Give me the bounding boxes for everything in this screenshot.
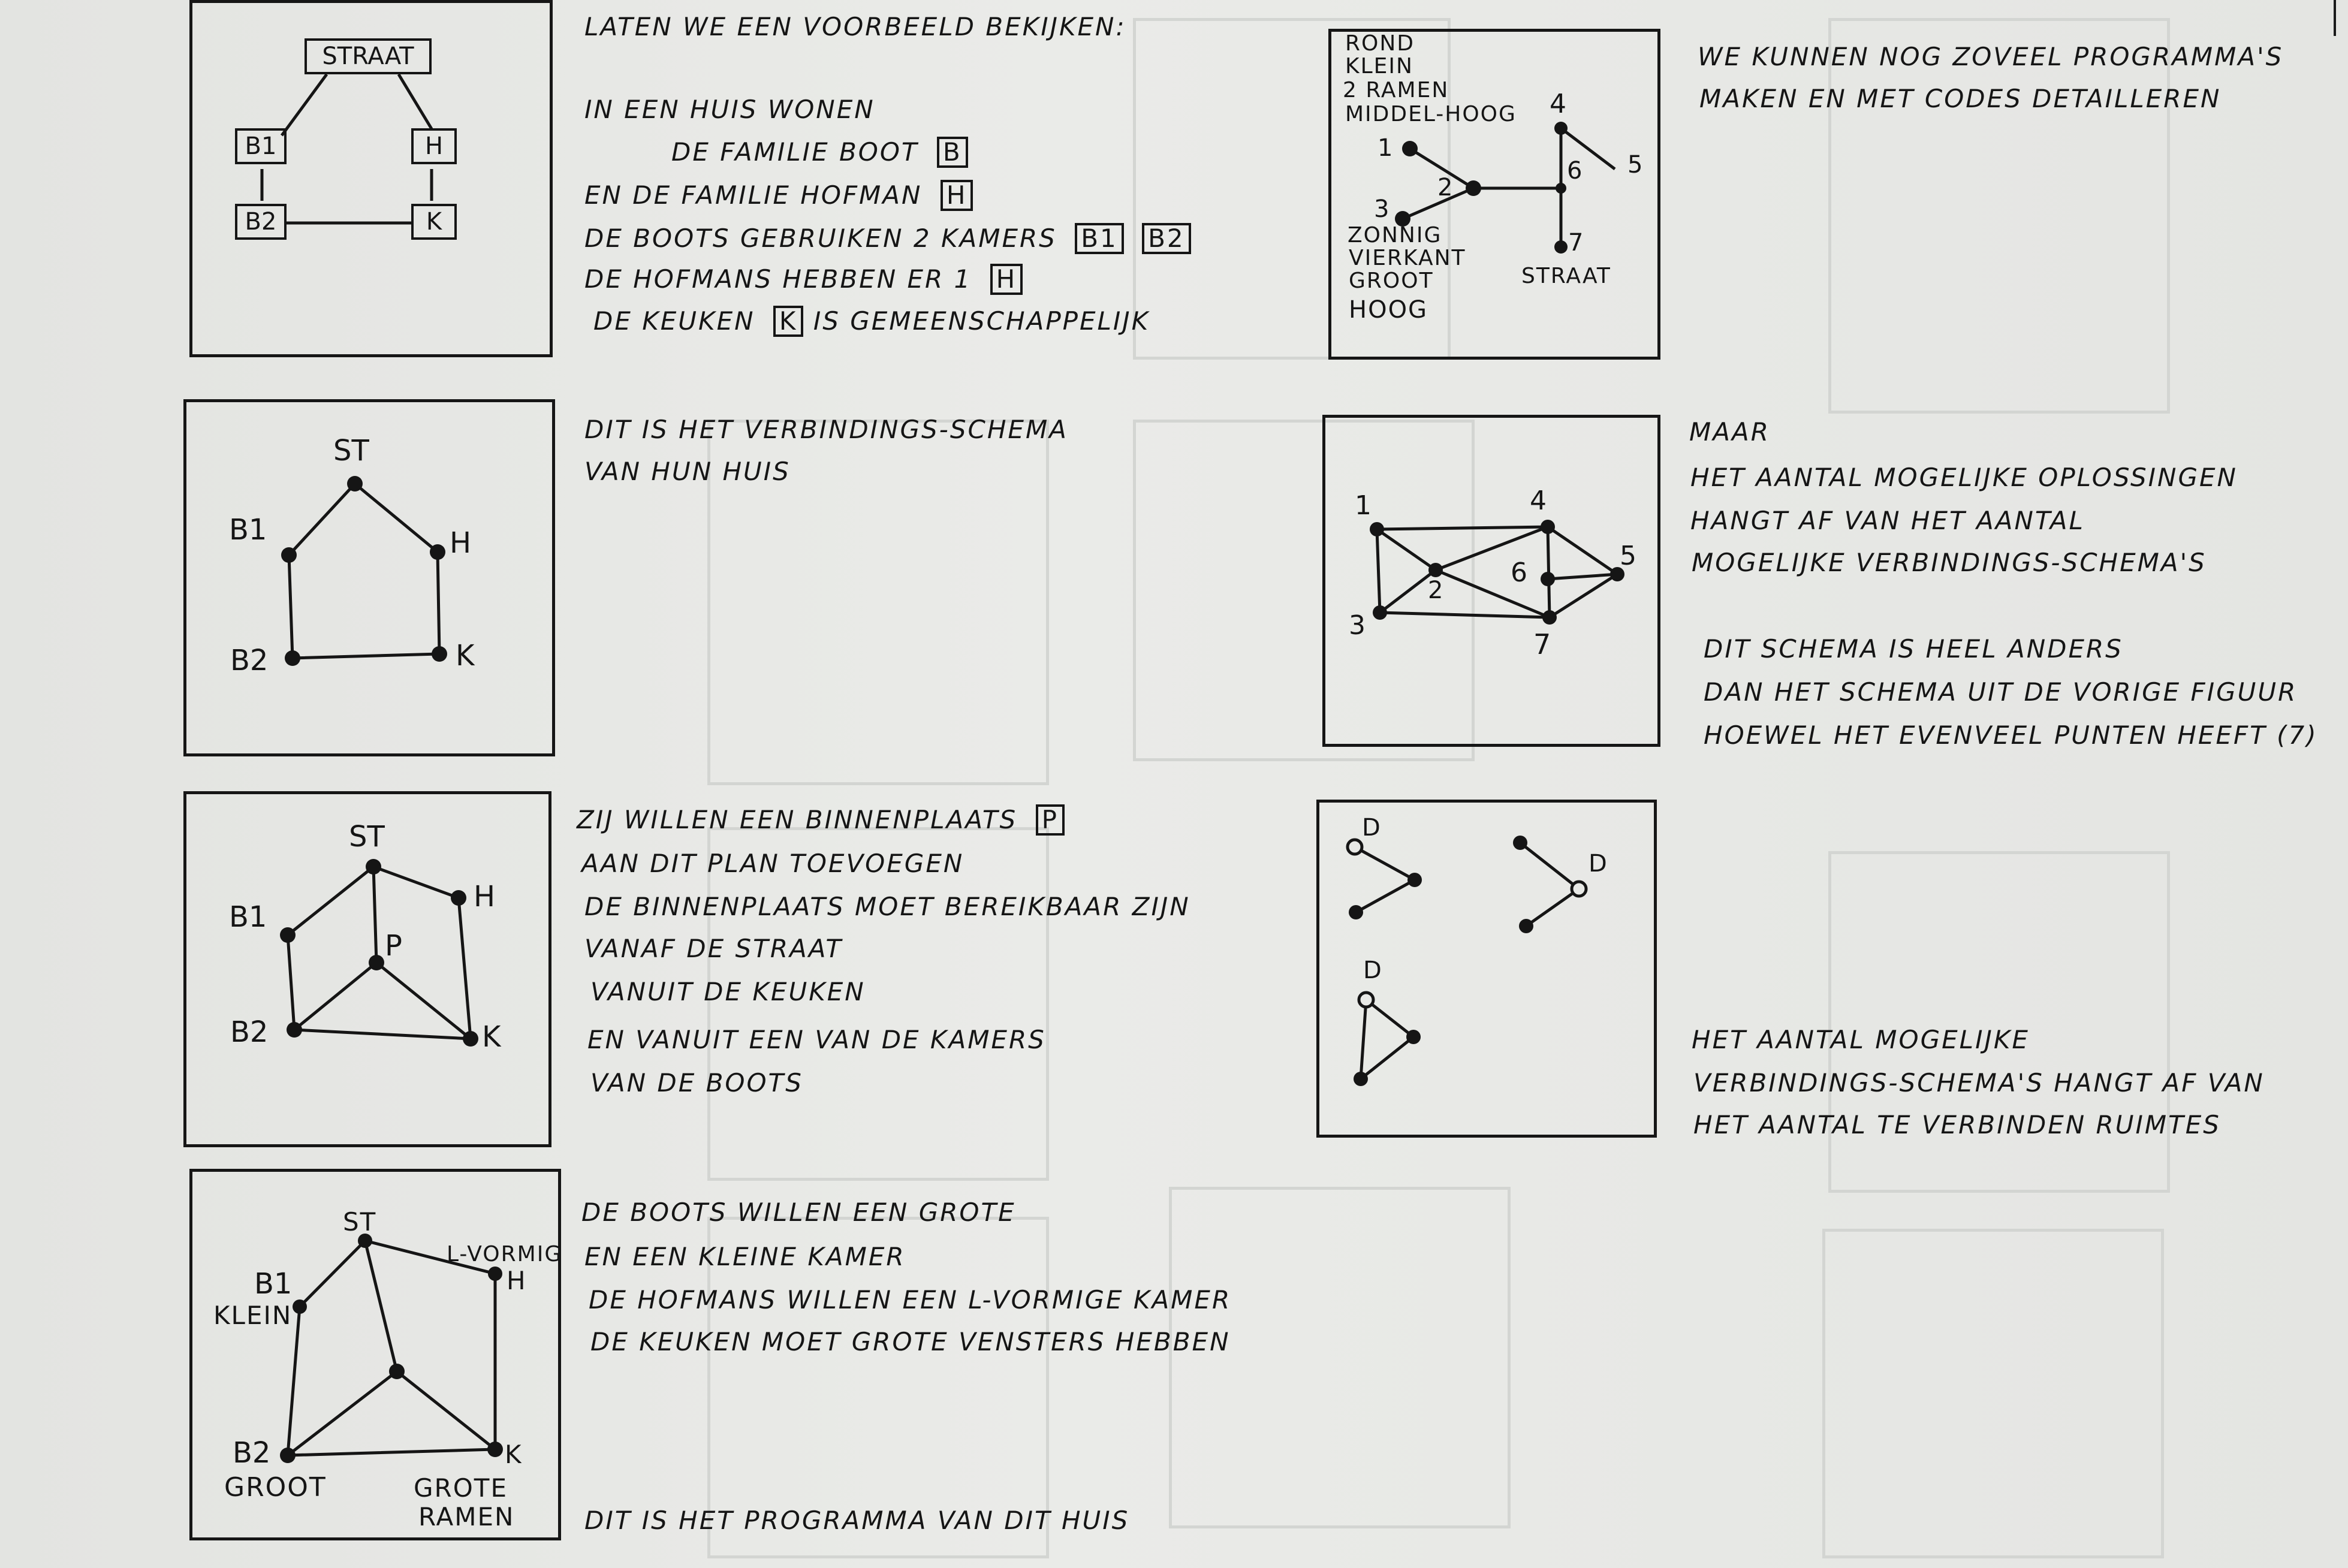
p5-attr-bottom-1: ZONNIG xyxy=(1348,223,1442,248)
panel6-line-a1: MAAR xyxy=(1689,417,1770,447)
p5-attr-top-1: ROND xyxy=(1345,31,1415,56)
p5-straat: STRAAT xyxy=(1521,264,1611,288)
code-b1: B1 xyxy=(1075,223,1124,254)
h-box: H xyxy=(411,128,457,164)
p4-label-b1: B1 xyxy=(254,1267,293,1301)
p5-num-2: 2 xyxy=(1437,174,1454,201)
p4-label-lvormig: L-VORMIG xyxy=(447,1242,563,1267)
p2-label-st: ST xyxy=(333,434,369,468)
panel3-line-6: EN VANUIT EEN VAN DE KAMERS xyxy=(587,1025,1046,1054)
p4-label-st: ST xyxy=(343,1207,377,1237)
p3-label-b2: B2 xyxy=(230,1015,269,1049)
p3-label-b1: B1 xyxy=(229,900,267,934)
p5-attr-bottom-4: HOOG xyxy=(1349,296,1428,324)
p6-num-6: 6 xyxy=(1511,557,1529,588)
panel7-line-2: VERBINDINGS-SCHEMA'S HANGT AF VAN xyxy=(1693,1068,2265,1097)
panel3-line-7: VAN DE BOOTS xyxy=(590,1068,803,1097)
panel4-line-3: DE HOFMANS WILLEN EEN L-VORMIGE KAMER xyxy=(589,1285,1232,1314)
p6-num-4: 4 xyxy=(1530,486,1548,516)
p2-label-k: K xyxy=(456,639,475,673)
straat-box: STRAAT xyxy=(305,38,432,74)
panel4-line-1: DE BOOTS WILLEN EEN GROTE xyxy=(581,1198,1016,1227)
panel1-line-5-text: DE BOOTS GEBRUIKEN 2 KAMERS xyxy=(584,224,1057,253)
k-box: K xyxy=(411,204,457,240)
p4-label-grote: GROTE xyxy=(414,1473,508,1503)
panel2-line-2: VAN HUN HUIS xyxy=(584,457,791,486)
p2-label-b2: B2 xyxy=(230,644,269,677)
panel3-line-4: VANAF DE STRAAT xyxy=(584,934,843,963)
panel1-line-3-text: DE FAMILIE BOOT xyxy=(671,137,919,167)
panel1-line-6-text: DE HOFMANS HEBBEN ER 1 xyxy=(584,264,972,294)
panel5-line-2: MAKEN EN MET CODES DETAILLEREN xyxy=(1699,84,2222,113)
p7-d-1: D xyxy=(1362,814,1382,842)
p5-attr-top-4: MIDDEL-HOOG xyxy=(1345,102,1517,126)
panel1-line-7-pre: DE KEUKEN xyxy=(593,306,755,336)
panel1-line-4-text: EN DE FAMILIE HOFMAN xyxy=(584,180,923,210)
p5-attr-bottom-2: VIERKANT xyxy=(1349,246,1466,270)
p6-num-5: 5 xyxy=(1620,541,1638,571)
panel2-line-1: DIT IS HET VERBINDINGS-SCHEMA xyxy=(584,415,1068,444)
b1-box: B1 xyxy=(235,128,287,164)
p4-label-groot: GROOT xyxy=(224,1472,327,1503)
p4-label-b2: B2 xyxy=(233,1436,271,1470)
code-p: P xyxy=(1036,804,1065,836)
panel6-line-a4: MOGELIJKE VERBINDINGS-SCHEMA'S xyxy=(1692,548,2207,577)
code-b: B xyxy=(937,137,968,168)
panel6-line-b2: DAN HET SCHEMA UIT DE VORIGE FIGUUR xyxy=(1704,677,2298,707)
p6-num-2: 2 xyxy=(1428,577,1445,604)
code-k: K xyxy=(773,306,804,337)
panel1-line-2: IN EEN HUIS WONEN xyxy=(584,95,875,124)
p2-label-b1: B1 xyxy=(229,513,267,547)
code-h: H xyxy=(941,180,973,211)
p3-label-k: K xyxy=(482,1020,501,1054)
p3-label-p: P xyxy=(385,929,402,963)
panel5-line-1: WE KUNNEN NOG ZOVEEL PROGRAMMA'S xyxy=(1698,42,2284,71)
panel6-line-b3: HOEWEL HET EVENVEEL PUNTEN HEEFT (7) xyxy=(1704,720,2318,750)
panel3-line-3: DE BINNENPLAATS MOET BEREIKBAAR ZIJN xyxy=(584,892,1190,921)
p4-label-klein: KLEIN xyxy=(213,1301,293,1330)
p6-num-1: 1 xyxy=(1355,490,1373,521)
panel7-line-1: HET AANTAL MOGELIJKE xyxy=(1692,1025,2030,1054)
p2-label-h: H xyxy=(450,526,472,560)
p4-label-h: H xyxy=(507,1266,527,1295)
panel6-line-a3: HANGT AF VAN HET AANTAL xyxy=(1690,506,2085,535)
code-b2: B2 xyxy=(1142,223,1191,254)
p5-num-4: 4 xyxy=(1550,89,1568,119)
panel6-line-a2: HET AANTAL MOGELIJKE OPLOSSINGEN xyxy=(1690,463,2238,492)
p6-num-7: 7 xyxy=(1533,628,1553,661)
p5-attr-top-2: KLEIN xyxy=(1345,54,1413,79)
b2-box: B2 xyxy=(235,204,287,240)
panel4-line-4: DE KEUKEN MOET GROTE VENSTERS HEBBEN xyxy=(590,1327,1231,1356)
panel7-line-3: HET AANTAL TE VERBINDEN RUIMTES xyxy=(1693,1110,2221,1139)
p6-num-3: 3 xyxy=(1349,610,1367,641)
p7-d-3: D xyxy=(1363,957,1383,984)
p5-num-5: 5 xyxy=(1627,151,1644,179)
panel4-line-2: EN EEN KLEINE KAMER xyxy=(584,1242,906,1271)
p5-num-3: 3 xyxy=(1374,195,1391,223)
p4-label-k: K xyxy=(505,1440,523,1469)
p5-num-6: 6 xyxy=(1567,157,1584,185)
panel3-line-5: VANUIT DE KEUKEN xyxy=(590,977,866,1006)
p5-attr-top-3: 2 RAMEN xyxy=(1343,78,1449,102)
p3-label-h: H xyxy=(474,880,496,913)
p5-num-1: 1 xyxy=(1378,134,1394,162)
panel1-line-1: LATEN WE EEN VOORBEELD BEKIJKEN: xyxy=(584,12,1126,41)
p4-label-ramen: RAMEN xyxy=(418,1502,515,1531)
p5-attr-bottom-3: GROOT xyxy=(1349,269,1434,293)
code-h-2: H xyxy=(990,264,1023,295)
panel3-line-1-text: ZIJ WILLEN EEN BINNENPLAATS xyxy=(577,805,1018,834)
p3-label-st: ST xyxy=(349,820,385,854)
p5-num-7: 7 xyxy=(1568,229,1585,257)
p7-d-2: D xyxy=(1589,850,1608,878)
panel3-line-2: AAN DIT PLAN TOEVOEGEN xyxy=(581,849,964,878)
panel4-footer: DIT IS HET PROGRAMMA VAN DIT HUIS xyxy=(584,1506,1130,1535)
panel6-line-b1: DIT SCHEMA IS HEEL ANDERS xyxy=(1704,634,2123,664)
panel1-line-7-post: IS GEMEENSCHAPPELIJK xyxy=(813,306,1150,336)
